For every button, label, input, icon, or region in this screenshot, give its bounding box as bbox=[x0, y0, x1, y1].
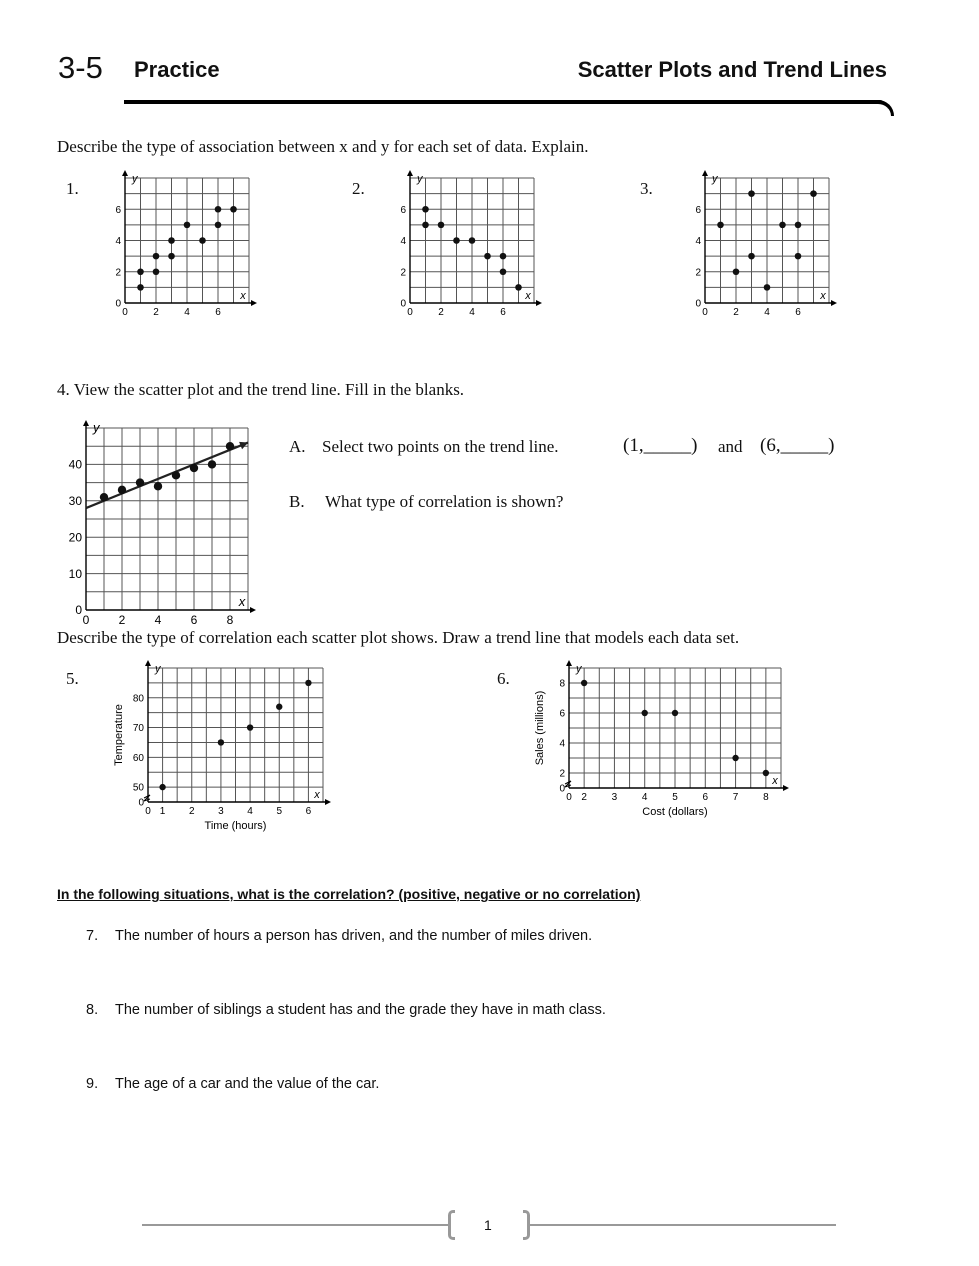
data-point bbox=[153, 268, 160, 275]
y-tick-label: 0 bbox=[400, 298, 406, 310]
data-point bbox=[276, 704, 282, 710]
y-axis-arrow-icon bbox=[145, 660, 151, 666]
y-tick-label: 6 bbox=[115, 204, 121, 216]
y-tick-label: 60 bbox=[132, 752, 144, 764]
y-axis-arrow-icon bbox=[702, 170, 708, 176]
y-tick-label: 0 bbox=[138, 797, 144, 809]
footer-brace-right bbox=[523, 1210, 530, 1240]
x-tick-label: 6 bbox=[215, 307, 221, 318]
point1-blank[interactable]: (1,_____) bbox=[623, 435, 698, 456]
data-point bbox=[581, 680, 587, 686]
data-point bbox=[453, 237, 460, 244]
data-point bbox=[218, 739, 224, 745]
data-point bbox=[184, 222, 191, 229]
data-point bbox=[230, 206, 237, 213]
x-tick-label: 2 bbox=[733, 307, 739, 318]
problem-1-number: 1. bbox=[66, 179, 79, 198]
section4-heading: In the following situations, what is the correlation? (positive, negative or no correlation) bbox=[57, 886, 641, 902]
data-point bbox=[732, 755, 738, 761]
x-axis-arrow-icon bbox=[831, 300, 837, 306]
data-point bbox=[305, 680, 311, 686]
data-point bbox=[763, 770, 769, 776]
data-point bbox=[795, 222, 802, 229]
x-tick-label: 4 bbox=[469, 307, 475, 318]
data-point bbox=[168, 237, 175, 244]
page-number: 1 bbox=[484, 1217, 492, 1233]
data-point bbox=[100, 493, 108, 501]
data-point bbox=[795, 253, 802, 260]
x-tick-label: 3 bbox=[611, 792, 618, 803]
data-point bbox=[438, 222, 445, 229]
y-axis-arrow-icon bbox=[83, 420, 89, 426]
problem-6-number: 6. bbox=[497, 669, 510, 688]
x-axis-arrow-icon bbox=[536, 300, 542, 306]
data-point bbox=[748, 190, 755, 197]
y-tick-label: 80 bbox=[132, 693, 144, 705]
y-axis-title: Temperature bbox=[113, 704, 125, 766]
data-point bbox=[515, 284, 522, 291]
axis-break-icon bbox=[144, 795, 150, 801]
y-tick-label: 50 bbox=[132, 782, 144, 794]
data-point bbox=[422, 206, 429, 213]
problem-5-number: 5. bbox=[66, 669, 79, 688]
x-tick-label: 0 bbox=[702, 307, 708, 318]
section2-instruction: 4. View the scatter plot and the trend line. Fill in the blanks. bbox=[57, 380, 465, 399]
x-tick-label: 6 bbox=[305, 806, 312, 817]
x-tick-label: 4 bbox=[764, 307, 770, 318]
y-tick-label: 2 bbox=[400, 267, 406, 279]
data-point bbox=[748, 253, 755, 260]
plot-p4 bbox=[69, 420, 256, 627]
item-8-text: The number of siblings a student has and the grade they have in math class. bbox=[115, 1002, 606, 1018]
plot-p1 bbox=[115, 170, 257, 318]
y-axis-arrow-icon bbox=[566, 660, 572, 666]
data-point bbox=[168, 253, 175, 260]
data-point bbox=[764, 284, 771, 291]
x-tick-label: 6 bbox=[190, 613, 198, 627]
x-tick-label: 8 bbox=[226, 613, 234, 627]
and-text: and bbox=[718, 437, 743, 456]
x-axis-label: x bbox=[525, 290, 531, 302]
data-point bbox=[733, 268, 740, 275]
lesson-number: 3-5 bbox=[58, 50, 103, 85]
y-tick-label: 0 bbox=[695, 298, 701, 310]
data-point bbox=[500, 253, 507, 260]
x-tick-label: 6 bbox=[702, 792, 709, 803]
y-tick-label: 0 bbox=[115, 298, 121, 310]
x-axis-label: x bbox=[820, 290, 826, 302]
y-tick-label: 4 bbox=[695, 236, 701, 247]
plot-p2 bbox=[400, 170, 542, 318]
part-b-letter: B. bbox=[289, 492, 305, 511]
data-point bbox=[215, 206, 222, 213]
item-7-number: 7. bbox=[86, 928, 99, 944]
data-point bbox=[642, 710, 648, 716]
y-axis-label: y bbox=[132, 173, 138, 185]
data-point bbox=[118, 486, 126, 494]
x-tick-label: 0 bbox=[145, 806, 151, 817]
y-axis-label: y bbox=[576, 663, 582, 675]
data-point bbox=[208, 460, 216, 468]
x-tick-label: 5 bbox=[276, 806, 283, 817]
point2-blank[interactable]: (6,_____) bbox=[760, 435, 835, 456]
axis-break-icon bbox=[565, 781, 571, 787]
data-point bbox=[137, 268, 144, 275]
item-8-number: 8. bbox=[86, 1002, 99, 1018]
x-axis-arrow-icon bbox=[251, 300, 257, 306]
data-point bbox=[190, 464, 198, 472]
y-axis-arrow-icon bbox=[407, 170, 413, 176]
plot-p3 bbox=[695, 170, 837, 318]
y-axis-label: y bbox=[712, 173, 718, 185]
x-tick-label: 0 bbox=[566, 792, 572, 803]
y-tick-label: 2 bbox=[559, 768, 565, 780]
plot-p5 bbox=[113, 660, 331, 832]
x-tick-label: 6 bbox=[500, 307, 506, 318]
data-point bbox=[247, 724, 253, 730]
x-tick-label: 6 bbox=[795, 307, 801, 318]
data-point bbox=[779, 222, 786, 229]
x-tick-label: 4 bbox=[641, 792, 648, 803]
x-axis-label: x bbox=[240, 290, 246, 302]
data-point bbox=[136, 478, 144, 486]
y-tick-label: 10 bbox=[68, 566, 82, 581]
x-tick-label: 1 bbox=[159, 806, 166, 817]
x-axis-title: Cost (dollars) bbox=[642, 806, 708, 818]
data-point bbox=[137, 284, 144, 291]
y-tick-label: 6 bbox=[400, 204, 406, 216]
data-point bbox=[672, 710, 678, 716]
data-point bbox=[153, 253, 160, 260]
x-tick-label: 0 bbox=[407, 307, 413, 318]
y-tick-label: 0 bbox=[75, 603, 82, 618]
data-point bbox=[159, 784, 165, 790]
footer-brace-left bbox=[448, 1210, 455, 1240]
y-tick-label: 6 bbox=[695, 204, 701, 216]
x-axis-label: x bbox=[314, 789, 320, 801]
x-tick-label: 0 bbox=[82, 613, 90, 627]
y-tick-label: 4 bbox=[400, 236, 406, 247]
problem-2-number: 2. bbox=[352, 179, 365, 198]
y-tick-label: 4 bbox=[115, 236, 121, 247]
x-tick-label: 7 bbox=[732, 792, 739, 803]
item-9-text: The age of a car and the value of the car. bbox=[115, 1076, 380, 1092]
x-tick-label: 4 bbox=[154, 613, 162, 627]
page-title: Scatter Plots and Trend Lines bbox=[577, 57, 887, 82]
x-tick-label: 2 bbox=[438, 307, 444, 318]
trend-line bbox=[86, 443, 248, 509]
data-point bbox=[154, 482, 162, 490]
y-tick-label: 8 bbox=[559, 678, 565, 690]
y-tick-label: 40 bbox=[68, 457, 82, 472]
y-axis-title: Sales (millions) bbox=[534, 690, 546, 766]
x-tick-label: 5 bbox=[672, 792, 678, 803]
footer-rule-left bbox=[142, 1224, 448, 1226]
data-point bbox=[810, 190, 817, 197]
data-point bbox=[422, 222, 429, 229]
data-point bbox=[199, 237, 206, 244]
y-axis-arrow-icon bbox=[122, 170, 128, 176]
x-tick-label: 4 bbox=[184, 307, 190, 318]
y-tick-label: 2 bbox=[115, 267, 121, 279]
y-tick-label: 4 bbox=[559, 738, 565, 750]
data-point bbox=[500, 268, 507, 275]
footer-rule-right bbox=[530, 1224, 836, 1226]
y-axis-label: y bbox=[155, 663, 161, 675]
y-tick-label: 30 bbox=[68, 494, 82, 508]
y-tick-label: 70 bbox=[132, 723, 144, 735]
y-tick-label: 0 bbox=[559, 783, 565, 795]
part-a-text: Select two points on the trend line. bbox=[322, 437, 559, 456]
y-axis-label: y bbox=[417, 173, 423, 185]
x-axis-arrow-icon bbox=[250, 607, 256, 613]
x-tick-label: 8 bbox=[763, 792, 769, 803]
x-axis-arrow-icon bbox=[783, 785, 789, 791]
item-9-number: 9. bbox=[86, 1076, 99, 1092]
data-point bbox=[215, 222, 222, 229]
x-tick-label: 2 bbox=[581, 792, 587, 803]
x-tick-label: 2 bbox=[118, 613, 126, 627]
practice-label: Practice bbox=[134, 57, 220, 82]
x-axis-label: x bbox=[238, 594, 246, 609]
data-point bbox=[717, 222, 724, 229]
x-tick-label: 2 bbox=[188, 806, 195, 817]
x-axis-label: x bbox=[772, 775, 778, 787]
x-tick-label: 3 bbox=[218, 806, 224, 817]
section3-instruction: Describe the type of correlation each scatter plot shows. Draw a trend line that models each data set. bbox=[57, 628, 740, 647]
item-7-text: The number of hours a person has driven, and the number of miles driven. bbox=[115, 928, 593, 944]
x-tick-label: 4 bbox=[247, 806, 253, 817]
part-a-letter: A. bbox=[289, 437, 306, 456]
problem-3-number: 3. bbox=[640, 179, 653, 198]
y-tick-label: 6 bbox=[559, 708, 565, 720]
part-b-text: What type of correlation is shown? bbox=[325, 492, 564, 511]
section1-instruction: Describe the type of association between x and y for each set of data. Explain. bbox=[57, 137, 589, 156]
x-axis-title: Time (hours) bbox=[204, 820, 267, 832]
data-point bbox=[226, 442, 234, 450]
x-axis-arrow-icon bbox=[325, 799, 331, 805]
data-point bbox=[484, 253, 491, 260]
y-axis-label: y bbox=[93, 420, 100, 435]
data-point bbox=[469, 237, 476, 244]
data-point bbox=[172, 471, 180, 479]
plot-p6 bbox=[534, 660, 789, 818]
x-tick-label: 2 bbox=[153, 307, 159, 318]
y-tick-label: 2 bbox=[695, 267, 701, 279]
y-tick-label: 20 bbox=[68, 530, 82, 545]
x-tick-label: 0 bbox=[122, 307, 128, 318]
